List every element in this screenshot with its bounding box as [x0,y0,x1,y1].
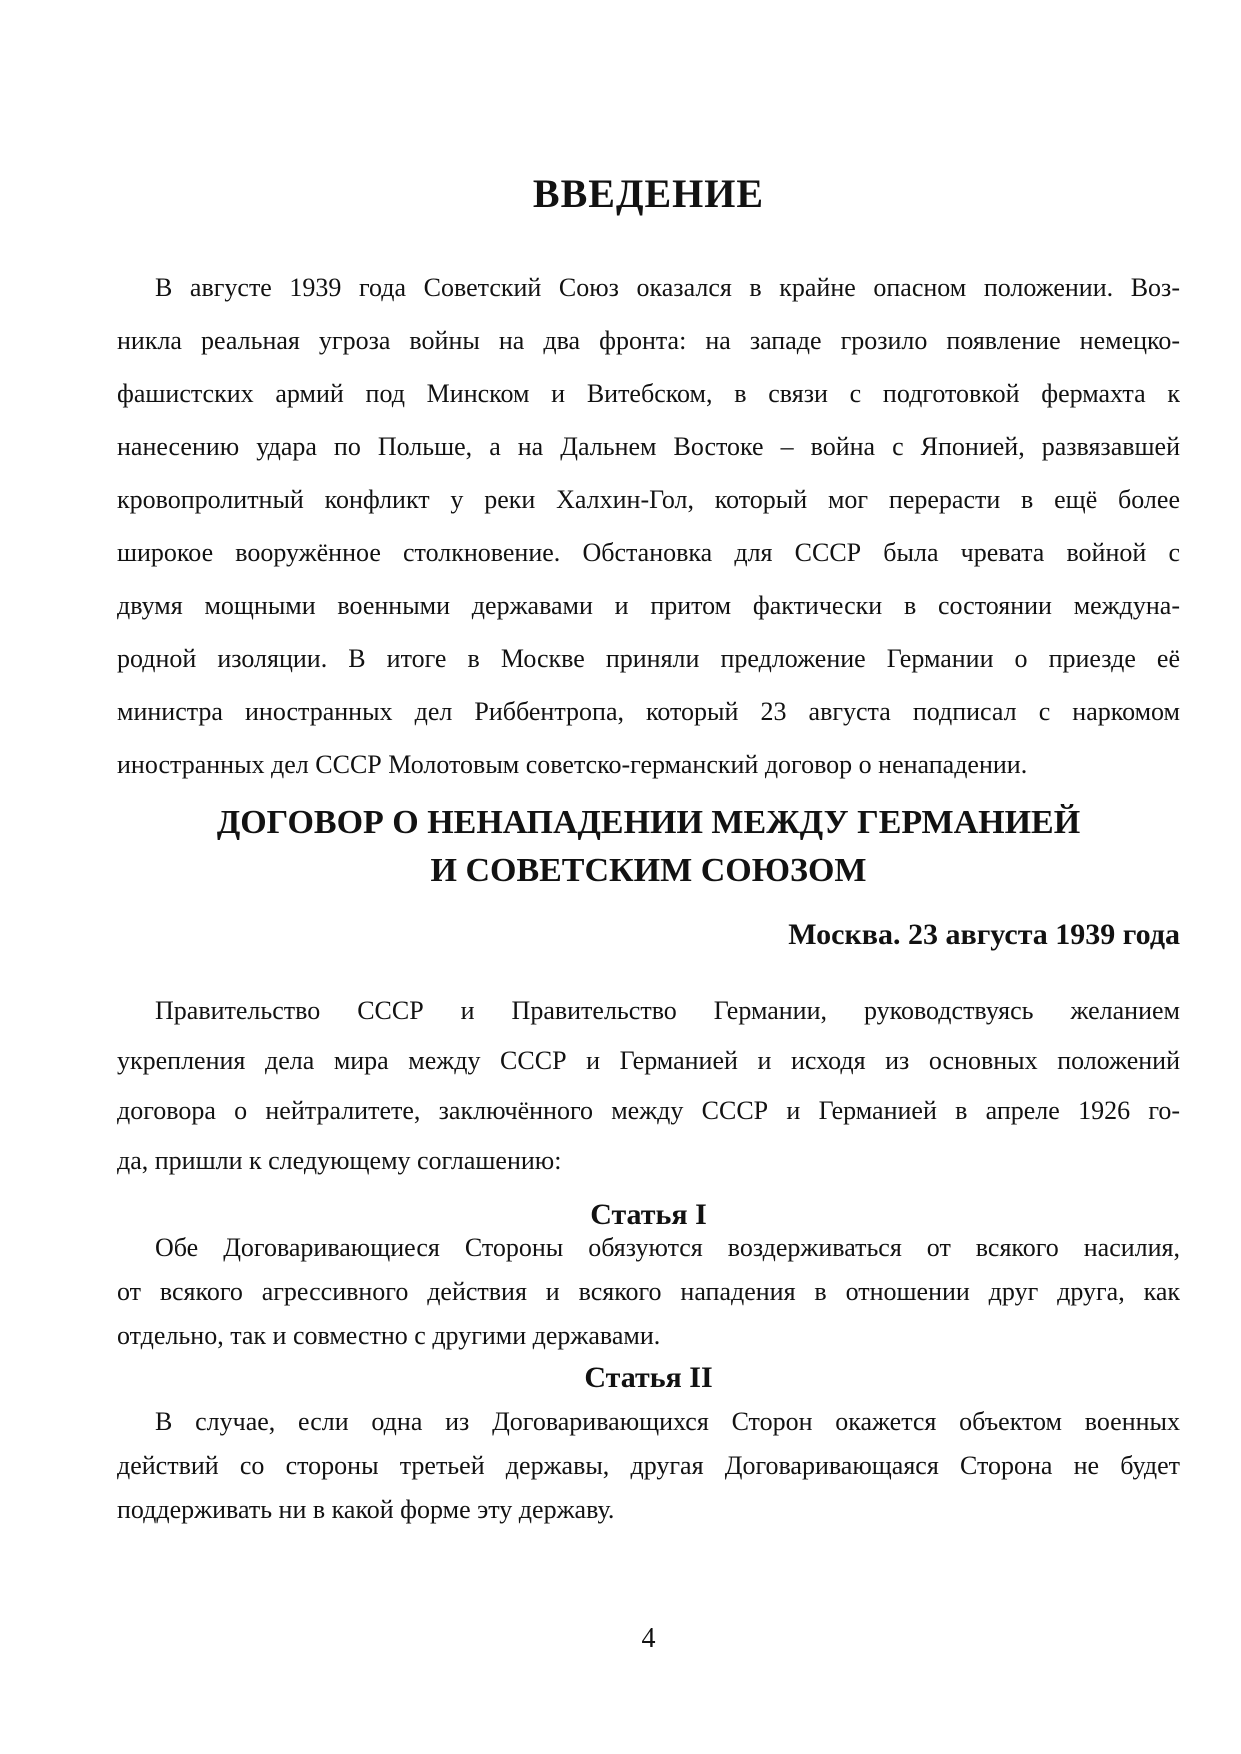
intro-paragraph [117,261,1180,791]
text-line: никла реальная угроза войны на два фронта: на западе грозило появление немецко- [117,326,1180,355]
article-2-paragraph [117,1400,1180,1532]
page-number: 4 [641,1623,656,1654]
treaty-heading-line2: И СОВЕТСКИМ СОЮЗОМ [430,852,867,889]
text-line: В августе 1939 года Советский Союз оказался в крайне опасном положении. Воз- [155,273,1180,302]
article-1-heading: Статья I [590,1198,707,1231]
text-line: от всякого агрессивного действия и всякого нападения в отношении друг друга, как [117,1277,1180,1306]
text-line: действий со стороны третьей державы, другая Договаривающаяся Сторона не будет [117,1451,1180,1480]
text-line: родной изоляции. В итоге в Москве приняли предложение Германии о приезде её [117,644,1180,673]
treaty-heading [117,799,1180,895]
page-title: ВВЕДЕНИЕ [532,171,765,216]
text-line: широкое вооружённое столкновение. Обстановка для СССР была чревата войной с [117,538,1180,567]
text-line: В случае, если одна из Договаривающихся Сторон окажется объектом военных [155,1407,1180,1436]
text-line: да, пришли к следующему соглашению: [117,1146,562,1175]
text-line: укрепления дела мира между СССР и Германией и исходя из основных положений [117,1046,1180,1075]
text-line: иностранных дел СССР Молотовым советско-германский договор о ненападении. [117,750,1028,779]
text-line: нанесению удара по Польше, а на Дальнем Востоке – война с Японией, развязавшей [117,432,1180,461]
text-line: договора о нейтралитете, заключённого между СССР и Германией в апреле 1926 го- [117,1096,1180,1125]
text-line: министра иностранных дел Риббентропа, который 23 августа подписал с наркомом [117,697,1180,726]
article-2-heading: Статья II [584,1361,713,1394]
treaty-preamble-paragraph [117,986,1180,1186]
text-line: поддерживать ни в какой форме эту державу. [117,1495,615,1524]
text-line: Обе Договаривающиеся Стороны обязуются воздерживаться от всякого насилия, [155,1233,1180,1262]
text-line: Правительство СССР и Правительство Германии, руководствуясь желанием [155,996,1180,1025]
text-line: фашистских армий под Минском и Витебском, в связи с подготовкой фермахта к [117,379,1180,408]
treaty-dateline: Москва. 23 августа 1939 года [788,918,1180,951]
text-line: кровопролитный конфликт у реки Халхин-Гол, который мог перерасти в ещё более [117,485,1180,514]
treaty-heading-line1: ДОГОВОР О НЕНАПАДЕНИИ МЕЖДУ ГЕРМАНИЕЙ [216,804,1081,841]
text-line: двумя мощными военными державами и притом фактически в состоянии междуна- [117,591,1180,620]
text-line: отдельно, так и совместно с другими державами. [117,1321,661,1350]
article-1-paragraph [117,1226,1180,1358]
